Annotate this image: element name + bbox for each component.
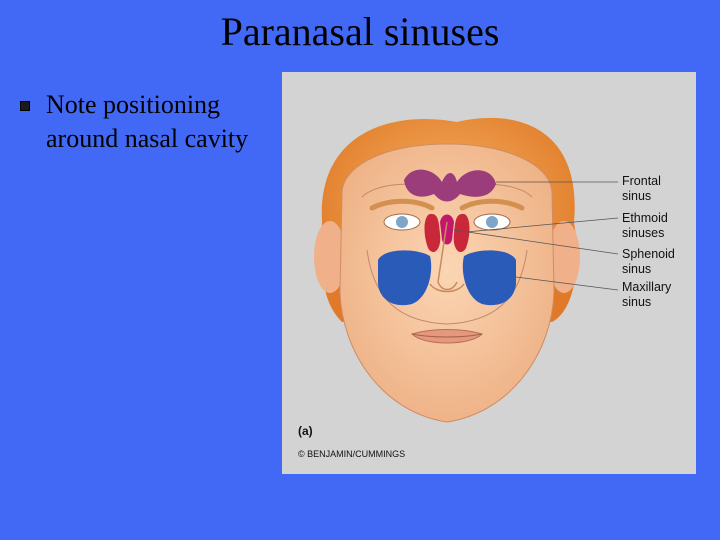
label-maxillary-sinus: Maxillary sinus xyxy=(622,280,672,309)
bullet-list xyxy=(18,88,268,156)
sphenoid-sinus-shape xyxy=(440,215,454,245)
label-sphenoid-sinus: Sphenoid sinus xyxy=(622,247,675,276)
bullet-item xyxy=(18,88,268,156)
bullet-text: Note positioning around nasal cavity xyxy=(46,90,249,153)
figure-panel-letter: (a) xyxy=(298,424,313,438)
label-ethmoid-sinuses: Ethmoid sinuses xyxy=(622,211,668,240)
bullet-square-icon xyxy=(20,101,30,111)
slide-title: Paranasal sinuses xyxy=(220,9,500,54)
figure-credit: © BENJAMIN/CUMMINGS xyxy=(298,449,406,459)
sinus-illustration-panel xyxy=(282,72,696,474)
label-frontal-sinus: Frontal sinus xyxy=(622,174,661,203)
